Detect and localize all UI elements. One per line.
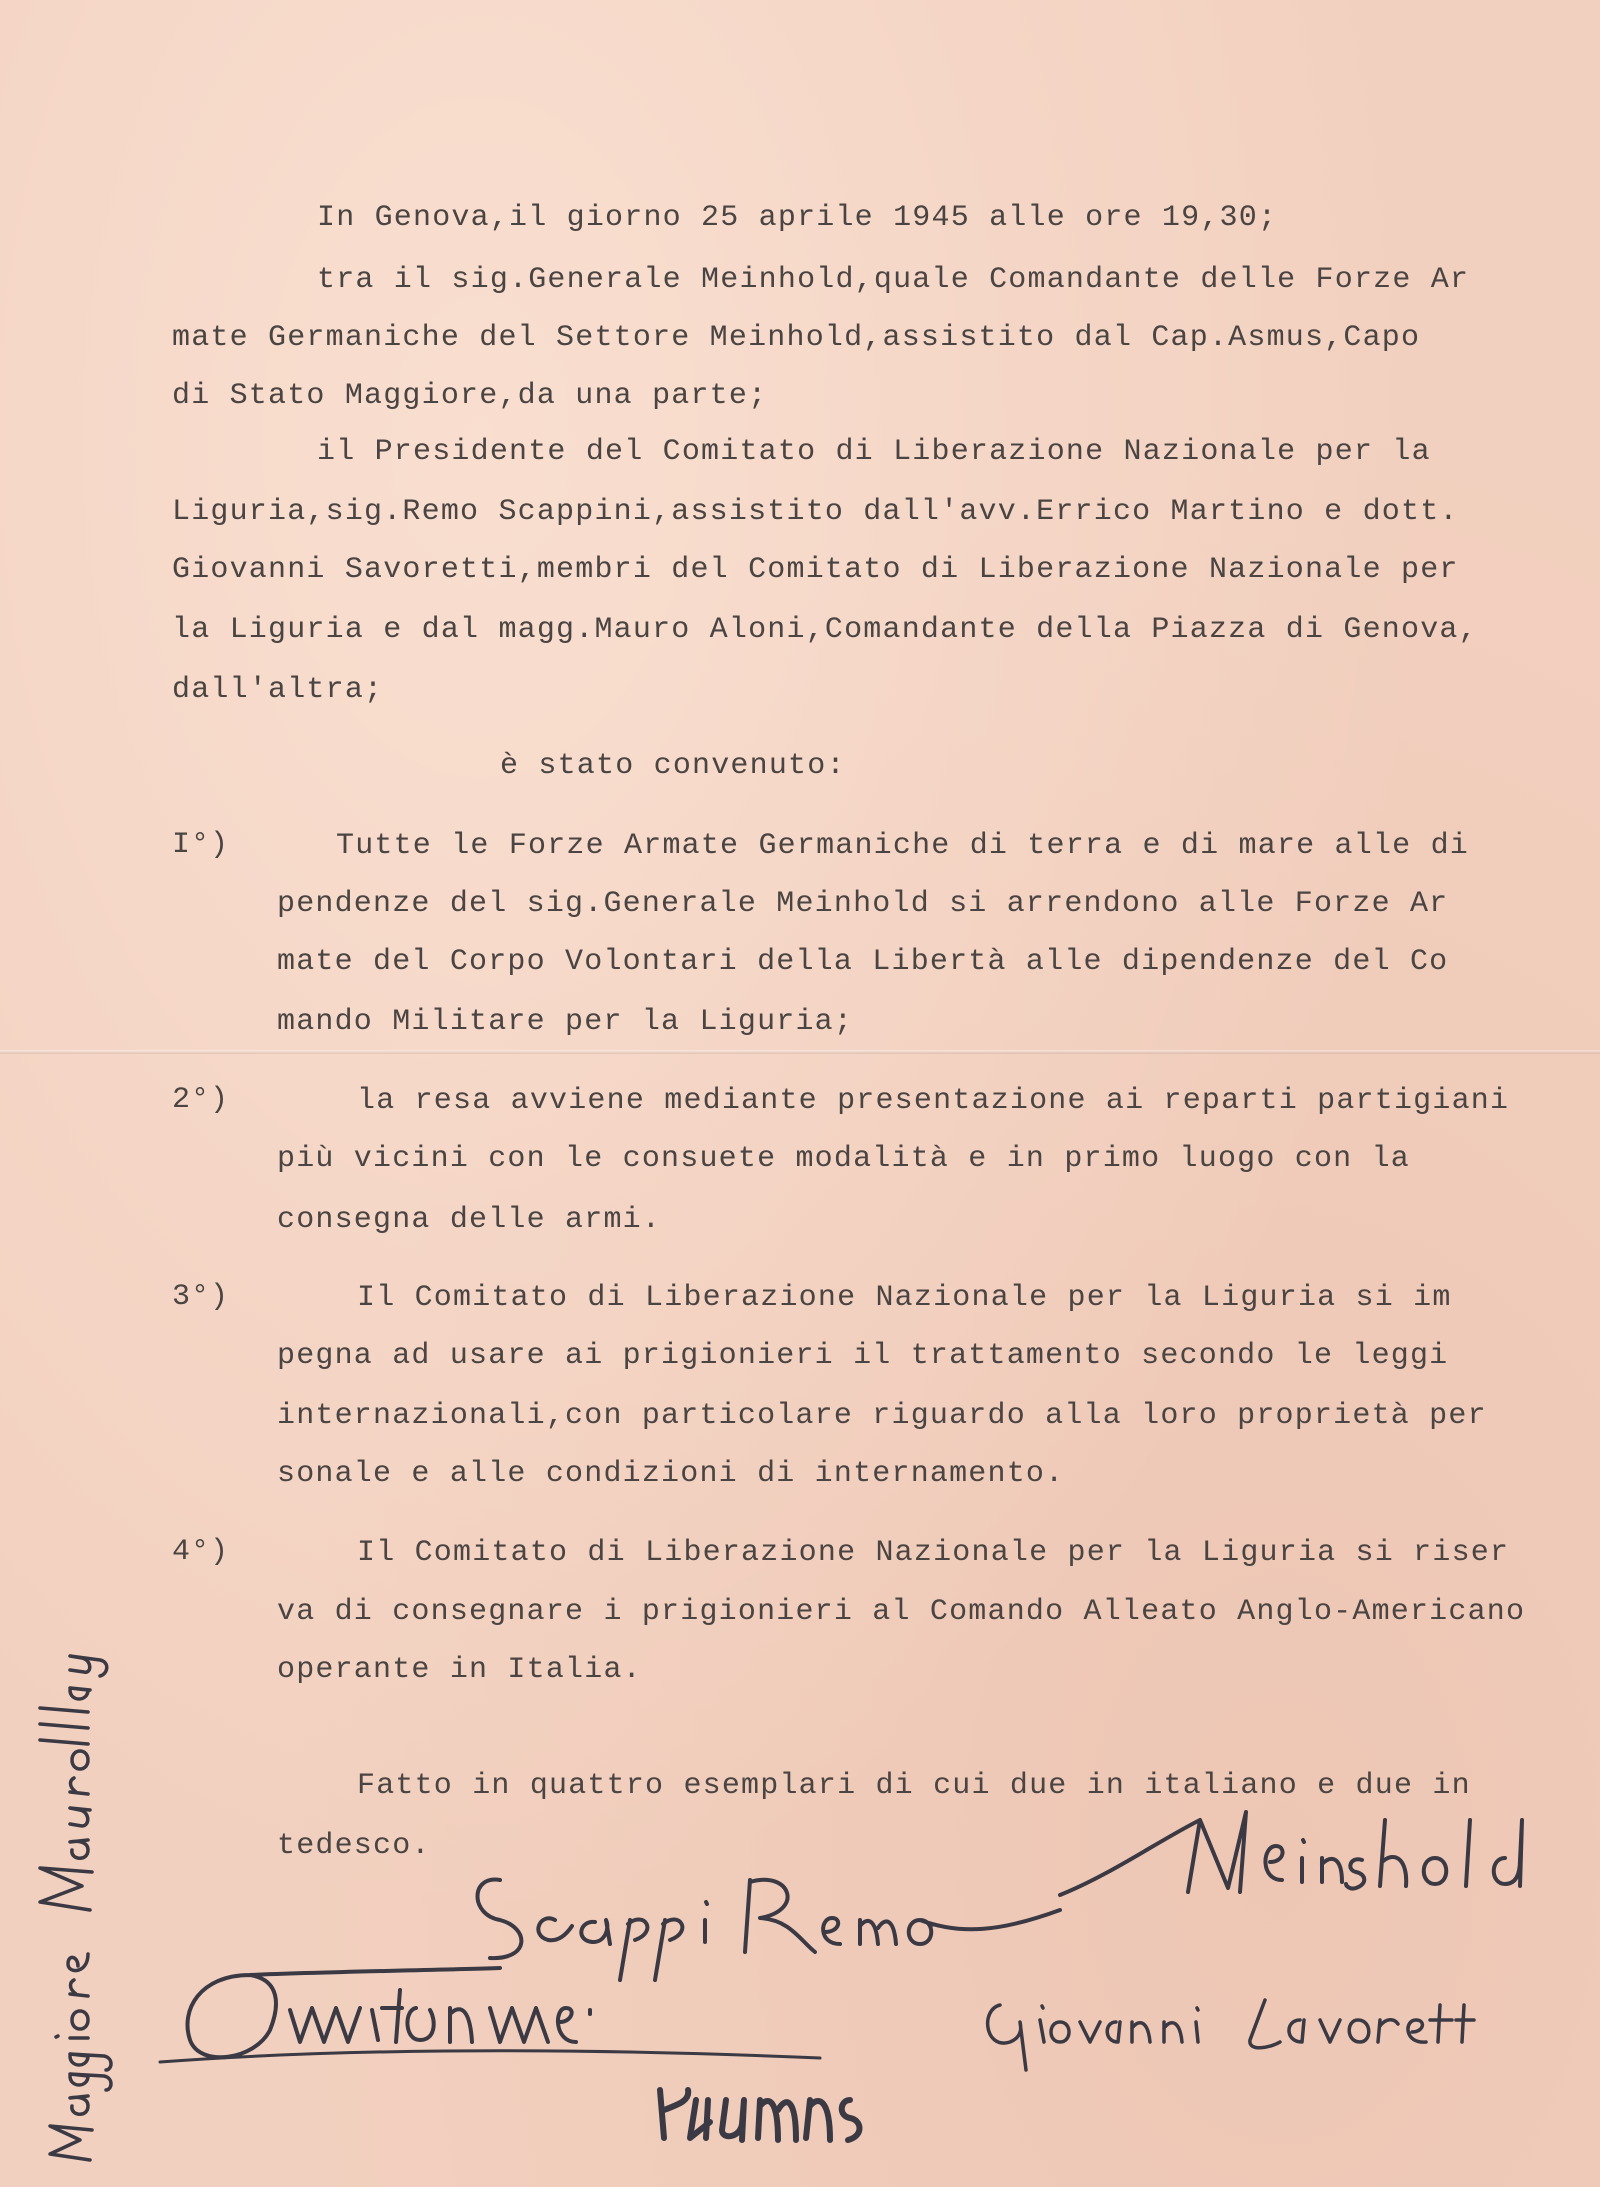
agreed-heading: è stato convenuto: [500, 749, 846, 783]
article-1-line: pendenze del sig.Generale Meinhold si arrendono alle Forze Ar [277, 887, 1449, 921]
paper-fold-crease [0, 1050, 1600, 1054]
article-1-line: mando Militare per la Liguria; [277, 1005, 854, 1039]
header-line-4: di Stato Maggiore,da una parte; [172, 379, 768, 413]
article-2-line: più vicini con le consuete modalità e in primo luogo con la [277, 1142, 1410, 1176]
header-line-9: dall'altra; [172, 673, 384, 707]
article-4-line: va di consegnare i prigionieri al Comando Alleato Anglo-Americano [277, 1595, 1526, 1629]
header-line-2: tra il sig.Generale Meinhold,quale Comandante delle Forze Ar [317, 263, 1470, 297]
article-3-line: internazionali,con particolare riguardo alla loro proprietà per [277, 1399, 1487, 1433]
margin-signature-aloni [10, 1540, 130, 2180]
header-line-1: In Genova,il giorno 25 aprile 1945 alle ore 19,30; [317, 201, 1278, 235]
article-4-number: 4°) [172, 1535, 230, 1569]
header-line-8: la Liguria e dal magg.Mauro Aloni,Comandante della Piazza di Genova, [172, 613, 1478, 647]
asmus-signature [650, 2060, 930, 2160]
article-1-line: mate del Corpo Volontari della Libertà alle dipendenze del Co [277, 945, 1449, 979]
meinhold-signature [1050, 1800, 1590, 1930]
closing-line-1: Fatto in quattro esemplari di cui due in italiano e due in [357, 1769, 1471, 1803]
article-3-line: sonale e alle condizioni di internamento. [277, 1457, 1065, 1491]
article-2-line: consegna delle armi. [277, 1203, 662, 1237]
article-3-line: pegna ad usare ai prigionieri il trattamento secondo le leggi [277, 1339, 1449, 1373]
article-2-line: la resa avviene mediante presentazione ai reparti partigiani [357, 1084, 1510, 1118]
article-3-number: 3°) [172, 1280, 230, 1314]
article-1-number: I°) [172, 828, 230, 862]
article-1-line: Tutte le Forze Armate Germaniche di terra e di mare alle di [336, 829, 1469, 863]
header-line-7: Giovanni Savoretti,membri del Comitato di Liberazione Nazionale per [172, 553, 1459, 587]
header-line-3: mate Germaniche del Settore Meinhold,assistito dal Cap.Asmus,Capo [172, 321, 1421, 355]
closing-line-2: tedesco. [277, 1829, 431, 1863]
savoretti-signature [980, 1980, 1480, 2090]
article-2-number: 2°) [172, 1083, 230, 1117]
header-line-6: Liguria,sig.Remo Scappini,assistito dall'avv.Errico Martino e dott. [172, 495, 1459, 529]
article-3-line: Il Comitato di Liberazione Nazionale per la Liguria si im [357, 1281, 1452, 1315]
article-4-line: Il Comitato di Liberazione Nazionale per la Liguria si riser [357, 1536, 1510, 1570]
article-4-line: operante in Italia. [277, 1653, 642, 1687]
header-line-5: il Presidente del Comitato di Liberazione Nazionale per la [317, 435, 1431, 469]
